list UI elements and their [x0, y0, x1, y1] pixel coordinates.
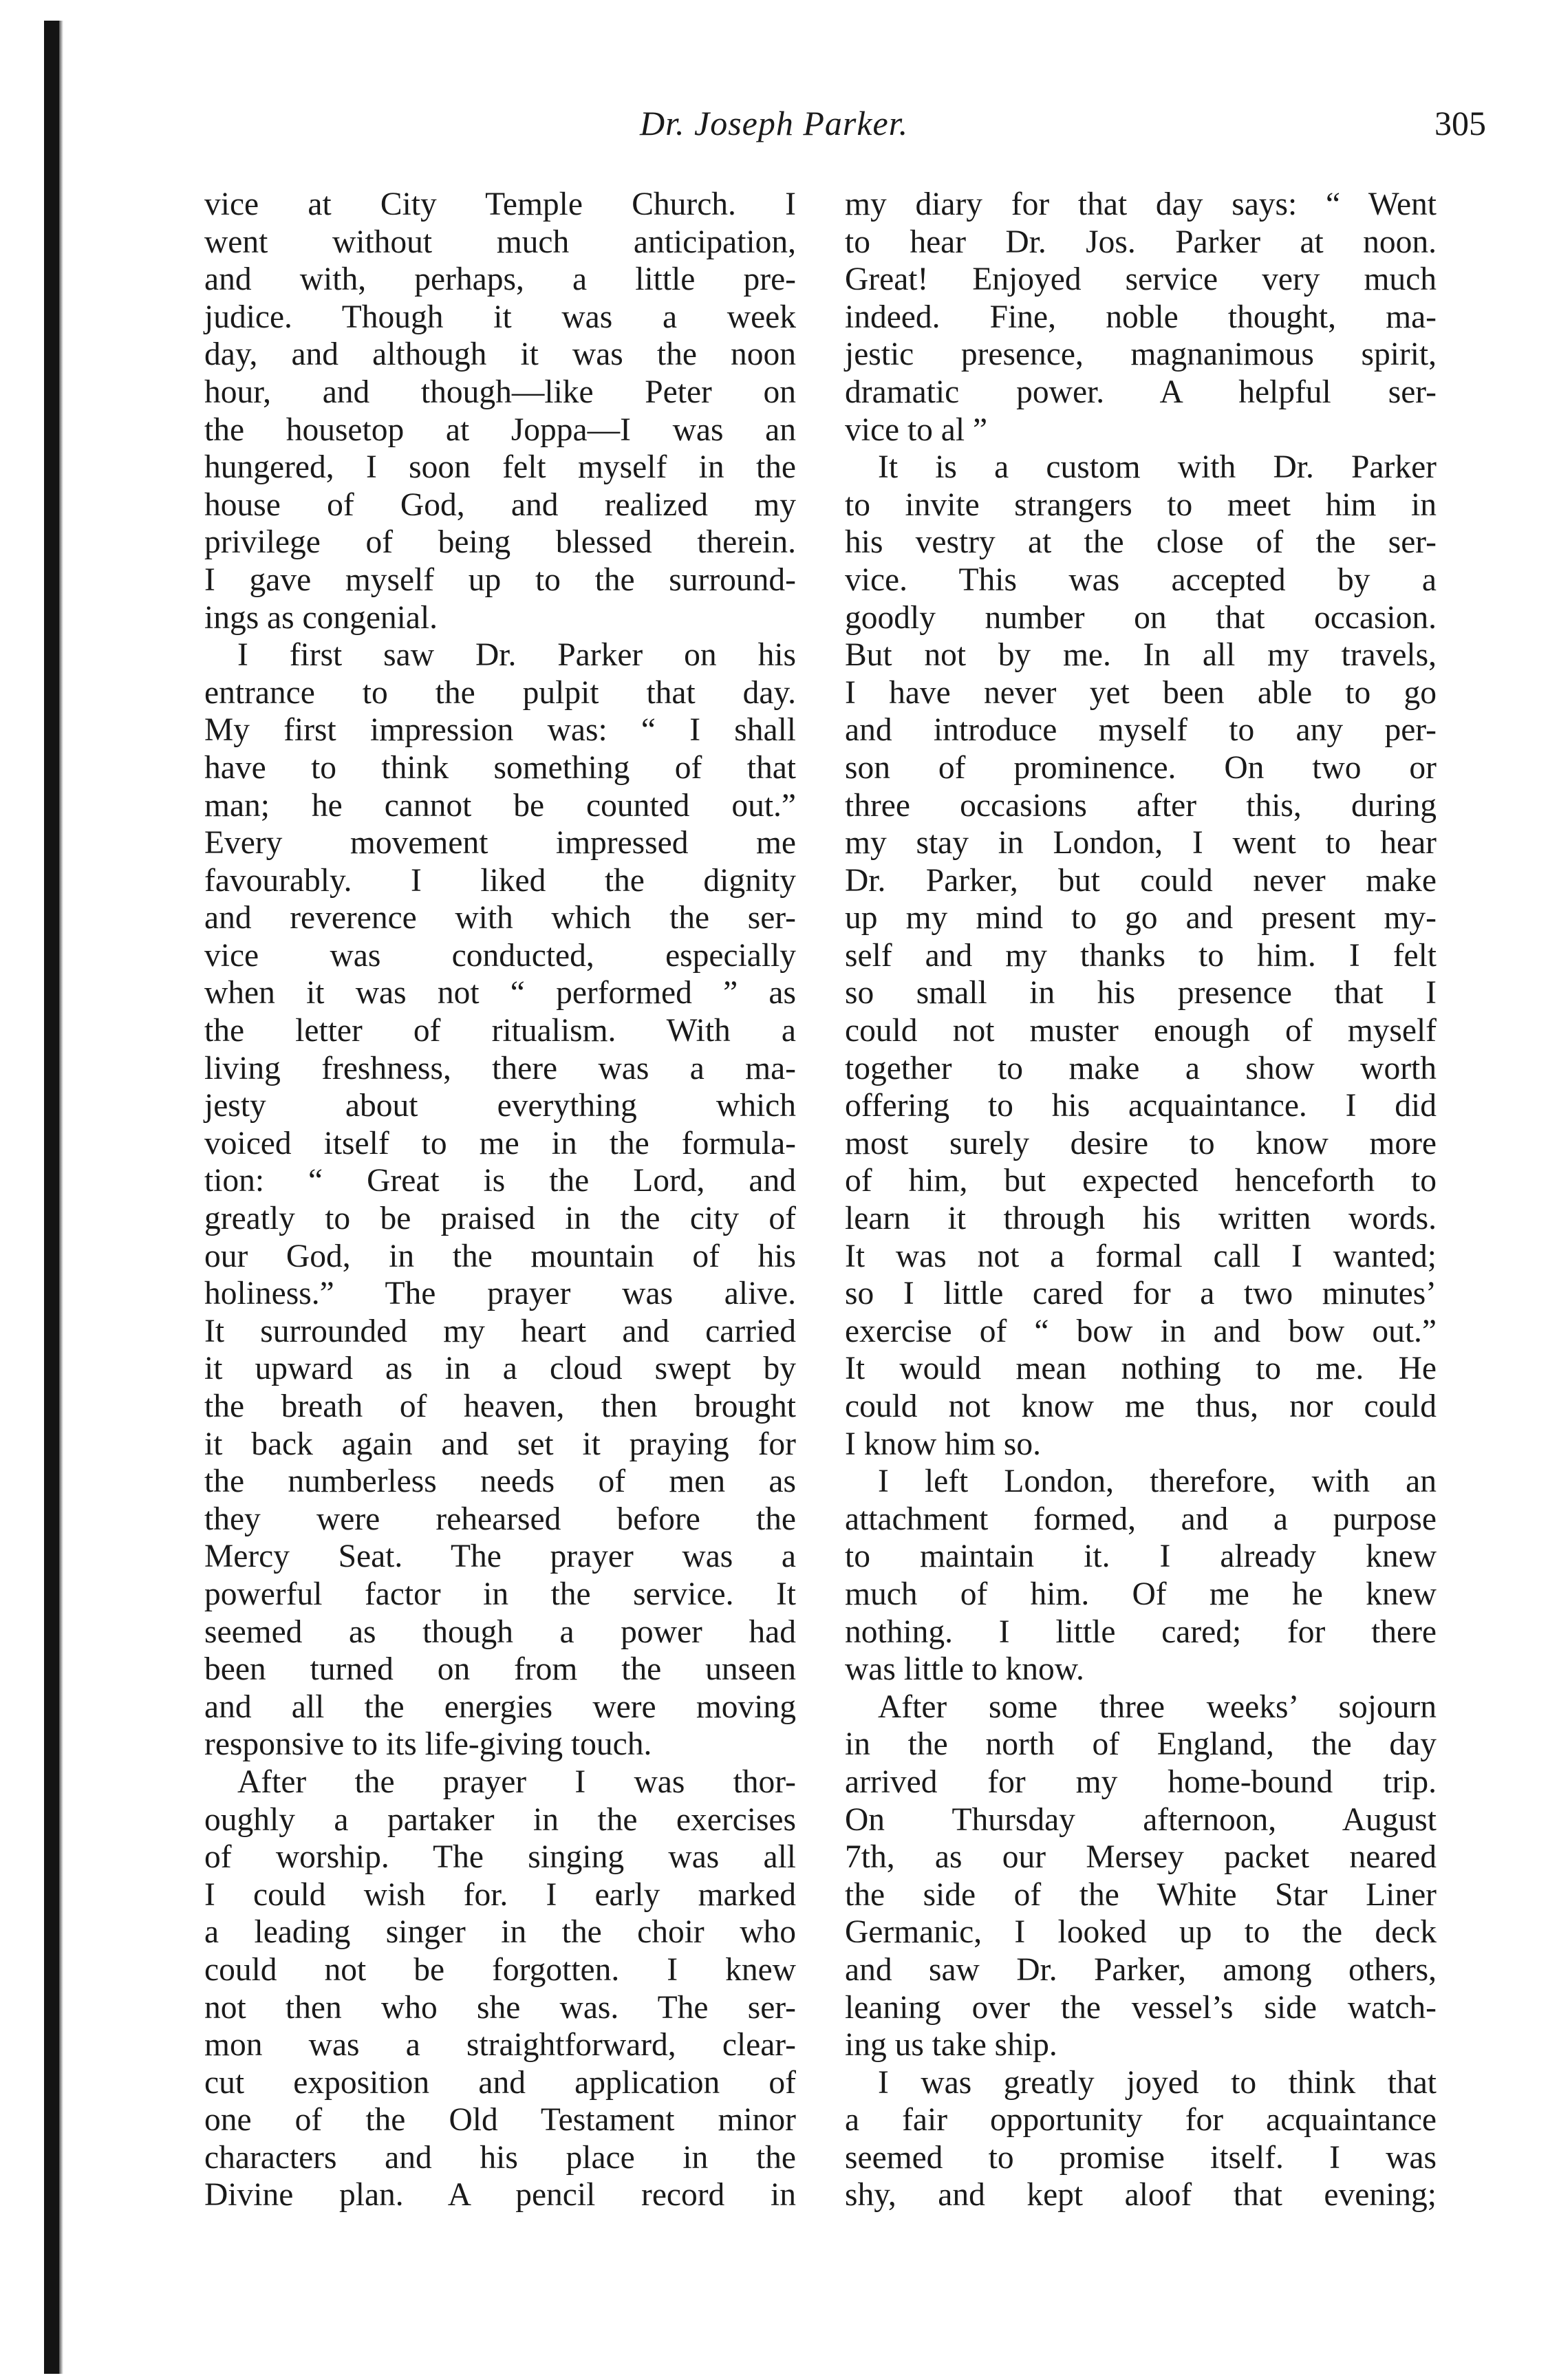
text-line: have to think something of that [204, 749, 796, 786]
text-line: they were rehearsed before the [204, 1501, 796, 1537]
text-line: Dr. Parker, but could never make [845, 862, 1437, 899]
text-line: greatly to be praised in the city of [204, 1201, 796, 1237]
text-line: vice was conducted, especially [204, 937, 796, 974]
running-title: Dr. Joseph Parker. [640, 104, 909, 142]
text-line: hour, and though—like Peter on [204, 374, 796, 410]
text-line: I first saw Dr. Parker on his [237, 637, 796, 674]
text-line: to hear Dr. Jos. Parker at noon. [845, 224, 1437, 260]
running-head [200, 103, 1486, 158]
text-line: one of the Old Testament minor [204, 2102, 796, 2138]
text-line: Mercy Seat. The prayer was a [204, 1539, 796, 1575]
text-line: of him, but expected henceforth to [845, 1163, 1437, 1199]
text-line: I know him so. [845, 1426, 1041, 1462]
text-line: to maintain it. I already knew [845, 1539, 1437, 1575]
text-line: attachment formed, and a purpose [845, 1501, 1437, 1537]
text-line: responsive to its life-giving touch. [204, 1726, 652, 1763]
text-line: Great! Enjoyed service very much [845, 261, 1437, 298]
text-line: could not muster enough of myself [845, 1013, 1437, 1049]
page-binding-edge [44, 21, 59, 2374]
text-line: It would mean nothing to me. He [845, 1351, 1437, 1387]
text-line: I gave myself up to the surround- [204, 561, 796, 598]
text-line: powerful factor in the service. It [204, 1576, 796, 1612]
text-line: and reverence with which the ser- [204, 900, 796, 936]
text-line: characters and his place in the [204, 2139, 796, 2176]
text-line: leaning over the vessel’s side watch- [845, 1989, 1437, 2026]
text-line: so small in his presence that I [845, 975, 1437, 1011]
text-line: I have never yet been able to go [845, 674, 1437, 711]
text-line: jestic presence, magnanimous spirit, [845, 336, 1437, 373]
text-line: favourably. I liked the dignity [204, 862, 796, 899]
text-line: indeed. Fine, noble thought, ma- [845, 299, 1437, 335]
text-line: son of prominence. On two or [845, 749, 1437, 786]
text-line: it back again and set it praying for [204, 1426, 796, 1462]
text-line: not then who she was. The ser- [204, 1989, 796, 2026]
text-line: mon was a straightforward, clear- [204, 2027, 796, 2063]
text-line: ings as congenial. [204, 599, 438, 636]
text-line: seemed as though a power had [204, 1614, 796, 1650]
text-line: I could wish for. I early marked [204, 1876, 796, 1913]
text-line: it upward as in a cloud swept by [204, 1351, 796, 1387]
text-line: day, and although it was the noon [204, 336, 796, 373]
text-line: and all the energies were moving [204, 1688, 796, 1725]
text-line: and saw Dr. Parker, among others, [845, 1951, 1437, 1988]
text-line: could not be forgotten. I knew [204, 1951, 796, 1988]
text-line: our God, in the mountain of his [204, 1238, 796, 1274]
text-line: the letter of ritualism. With a [204, 1013, 796, 1049]
text-line: could not know me thus, nor could [845, 1389, 1437, 1424]
text-line: I left London, therefore, with an [878, 1464, 1437, 1500]
text-line: Every movement impressed me [204, 825, 796, 861]
text-line: learn it through his written words. [845, 1201, 1437, 1237]
text-line: my diary for that day says: “ Went [845, 186, 1437, 222]
text-line: was little to know. [845, 1651, 1084, 1688]
text-line: so I little cared for a two minutes’ [845, 1276, 1437, 1312]
text-line: most surely desire to know more [845, 1125, 1437, 1161]
text-line: three occasions after this, during [845, 787, 1437, 824]
text-line: 7th, as our Mersey packet neared [845, 1839, 1437, 1876]
text-line: But not by me. In all my travels, [845, 637, 1437, 674]
text-line: vice at City Temple Church. I [204, 186, 796, 222]
text-line: living freshness, there was a ma- [204, 1050, 796, 1086]
text-line: the breath of heaven, then brought [204, 1389, 796, 1424]
text-line: of worship. The singing was all [204, 1839, 796, 1876]
text-line: privilege of being blessed therein. [204, 524, 796, 561]
text-line: vice. This was accepted by a [845, 561, 1437, 598]
text-line: entrance to the pulpit that day. [204, 674, 796, 711]
text-line: ing us take ship. [845, 2027, 1057, 2063]
text-line: offering to his acquaintance. I did [845, 1088, 1437, 1124]
text-line: exercise of “ bow in and bow out.” [845, 1313, 1437, 1349]
text-line: It was not a formal call I wanted; [845, 1238, 1437, 1274]
text-line: and with, perhaps, a little pre- [204, 261, 796, 298]
text-line: holiness.” The prayer was alive. [204, 1276, 796, 1312]
text-line: to invite strangers to meet him in [845, 486, 1437, 523]
text-line: hungered, I soon felt myself in the [204, 449, 796, 486]
text-line: the housetop at Joppa—I was an [204, 411, 796, 448]
text-line: when it was not “ performed ” as [204, 975, 796, 1011]
text-column-left [204, 186, 796, 2214]
text-line: cut exposition and application of [204, 2064, 796, 2101]
text-line: shy, and kept aloof that evening; [845, 2177, 1437, 2213]
text-line: man; he cannot be counted out.” [204, 787, 796, 824]
text-line: vice to al ” [845, 411, 988, 448]
text-line: After the prayer I was thor- [237, 1763, 796, 1800]
page-number: 305 [1434, 104, 1486, 142]
text-line: the side of the White Star Liner [845, 1876, 1437, 1913]
text-line: judice. Though it was a week [204, 299, 796, 335]
text-line: my stay in London, I went to hear [845, 825, 1437, 861]
text-line: Germanic, I looked up to the deck [845, 1914, 1437, 1951]
text-line: a fair opportunity for acquaintance [845, 2102, 1437, 2138]
text-line: It surrounded my heart and carried [204, 1313, 796, 1349]
text-line: much of him. Of me he knew [845, 1576, 1437, 1612]
text-line: dramatic power. A helpful ser- [845, 374, 1437, 410]
text-line: house of God, and realized my [204, 486, 796, 523]
text-line: tion: “ Great is the Lord, and [204, 1163, 796, 1199]
text-line: seemed to promise itself. I was [845, 2139, 1437, 2176]
text-line: and introduce myself to any per- [845, 712, 1437, 749]
text-line: together to make a show worth [845, 1050, 1437, 1086]
text-line: My first impression was: “ I shall [204, 712, 796, 749]
text-line: On Thursday afternoon, August [845, 1801, 1437, 1838]
text-line: jesty about everything which [204, 1088, 796, 1124]
text-line: arrived for my home-bound trip. [845, 1763, 1437, 1800]
text-line: his vestry at the close of the ser- [845, 524, 1437, 561]
text-line: in the north of England, the day [845, 1726, 1437, 1763]
text-line: goodly number on that occasion. [845, 599, 1437, 636]
text-line: been turned on from the unseen [204, 1651, 796, 1688]
text-line: oughly a partaker in the exercises [204, 1801, 796, 1838]
text-line: It is a custom with Dr. Parker [878, 449, 1437, 486]
text-line: the numberless needs of men as [204, 1464, 796, 1500]
text-line: Divine plan. A pencil record in [204, 2177, 796, 2213]
text-line: went without much anticipation, [204, 224, 796, 260]
text-line: a leading singer in the choir who [204, 1914, 796, 1951]
text-line: up my mind to go and present my- [845, 900, 1437, 936]
text-line: After some three weeks’ sojourn [878, 1688, 1437, 1725]
text-line: I was greatly joyed to think that [878, 2064, 1437, 2101]
text-line: self and my thanks to him. I felt [845, 937, 1437, 974]
text-line: voiced itself to me in the formula- [204, 1125, 796, 1161]
text-column-right [845, 186, 1437, 2214]
text-line: nothing. I little cared; for there [845, 1614, 1437, 1650]
